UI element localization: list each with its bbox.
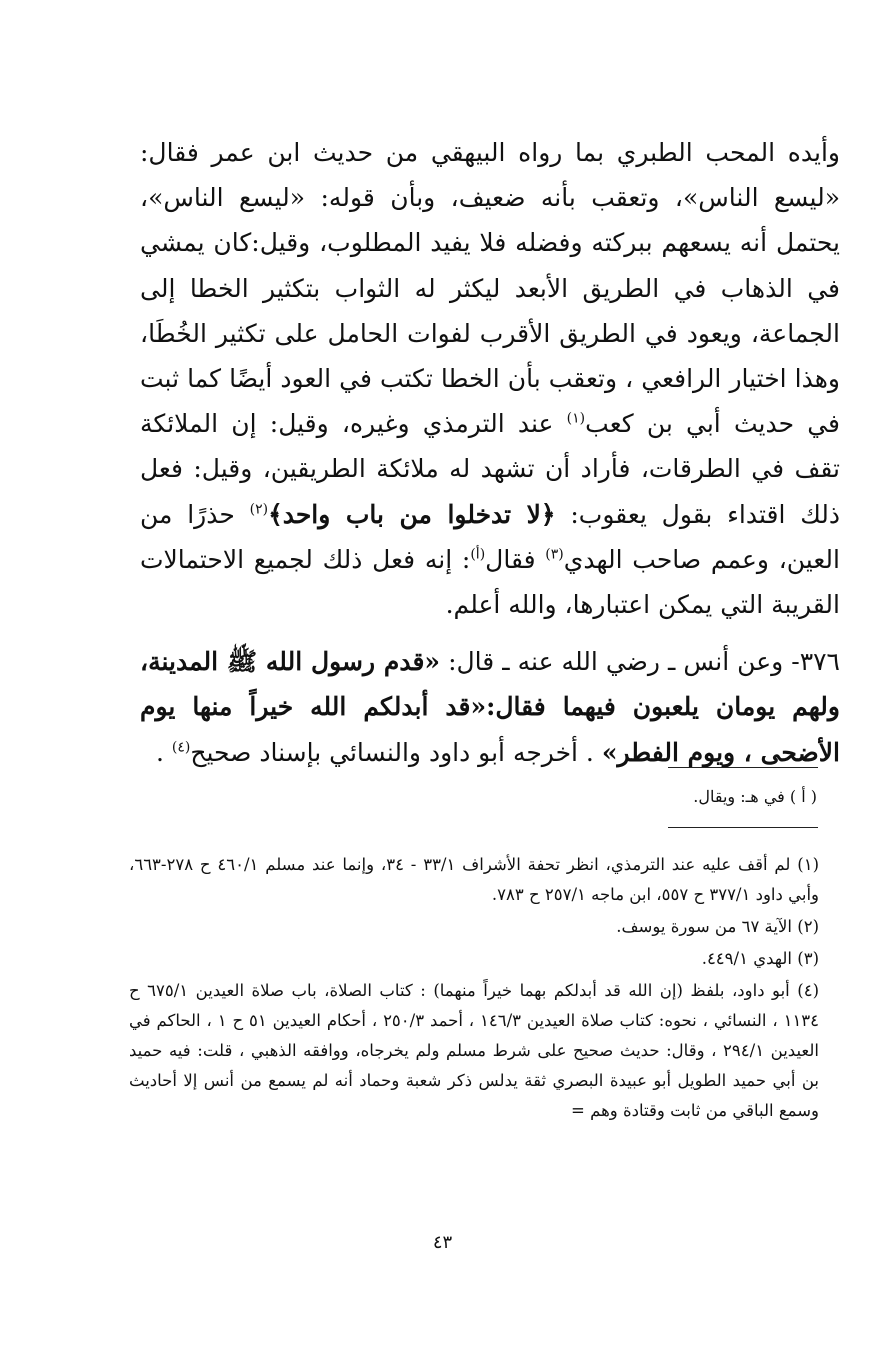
hadith-number: ٣٧٦- [791,647,840,677]
hadith-end: . [155,737,172,767]
text-segment: : إنه فعل ذلك لجميع الاحتمالات القريبة التي يمكن اعتبارها، والله أعلم. [140,544,840,620]
footnotes-section [129,850,819,1128]
page-number: ٤٣ [432,1232,453,1253]
separator-line-bottom [668,827,818,828]
hadith-source: . أخرجه أبو داود والنسائي بإسناد صحيح [190,737,602,767]
footnote-2: (٢) الآية ٦٧ من سورة يوسف. [616,917,819,936]
footnote-ref-1: (١) [566,410,586,427]
text-segment: عند الترمذي وغيره، وقيل: إن الملائكة تقف في الطرقات، فأراد أن تشهد له ملائكة الطريقين، وقيل: فعل ذلك اقتداء بقول يعقوب: [140,409,841,529]
variant-note: ( أ ) في هـ: ويقال. [693,787,817,806]
footnote-ref-2: (٢) [249,501,269,518]
footnote-ref-a: (أ) [470,546,486,563]
hadith-intro: وعن أنس ـ رضي الله عنه ـ قال: [440,647,792,677]
footnote-ref-4: (٤) [171,739,191,756]
quran-quote: ﴿لا تدخلوا من باب واحد﴾ [268,499,556,529]
main-paragraph [140,130,840,627]
footnote-4: (٤) أبو داود، بلفظ (إن الله قد أبدلكم بهما خيراً منهما) : كتاب الصلاة، باب صلاة العيدين ٦٧٥/١ ح ١١٣٤ ، النسائي ، نحوه: كتاب صلاة العيدين ١٤٦/٣ ، أحمد ٢٥٠/٣ ، أحكام العيدين ٥١ ح ١ ، الحاكم في العيدين ٢٩٤/١ ، وقال: حديث صحيح على شرط مسلم ولم يخرجاه، ووافقه الذهبي ، قلت: فيه حميد بن أبي حميد الطويل أبو عبيدة البصري ثقة يدلس ذكر شعبة وحماد أنه لم يسمع من أنس إلا أحاديث وسمع الباقي من ثابت وقتادة وهم = [129,981,820,1120]
footnote-ref-3: (٣) [545,546,564,563]
footnote-1: (١) لم أقف عليه عند الترمذي، انظر تحفة الأشراف ٣٣/١ - ٣٤، وإنما عند مسلم ٤٦٠/١ ح ٢٧٨-٦٦٣، وأبي داود ٣٧٧/١ ح ٥٥٧، ابن ماجه ٢٥٧/١ ح ٧٨٣. [129,855,819,904]
main-text-body [140,130,840,775]
hadith-text: «قدم رسول الله ﷺ المدينة، ولهم يومان يلعبون فيهما فقال:«قد أبدلكم الله خيراً منها يوم الأضحى ، ويوم الفطر» [140,647,840,767]
footnote-3: (٣) الهدي ٤٤٩/١. [701,949,819,968]
text-segment: فقال [485,544,546,574]
separator-line-top [668,767,818,768]
text-segment: وأيده المحب الطبري بما رواه البيهقي من حديث ابن عمر فقال: «ليسع الناس»، وتعقب بأنه ضعيف، وبأن قوله: «ليسع الناس»، يحتمل أنه يسعهم ببركته وفضله فلا يفيد المطلوب، وقيل:كان يمشي في الذهاب في الطريق الأبعد ليكثر له الثواب بتكثير الخطا إلى الجماعة، ويعود في الطريق الأقرب لفوات الحامل على تكثير الخُطَا، وهذا اختيار الرافعي ، وتعقب بأن الخطا تكتب في العود أيضًا كما ثبت في حديث أبي بن كعب [140,138,840,439]
text-segment: حذرًا من العين، وعمم صاحب الهدي [140,499,840,574]
hadith-paragraph [140,639,840,775]
